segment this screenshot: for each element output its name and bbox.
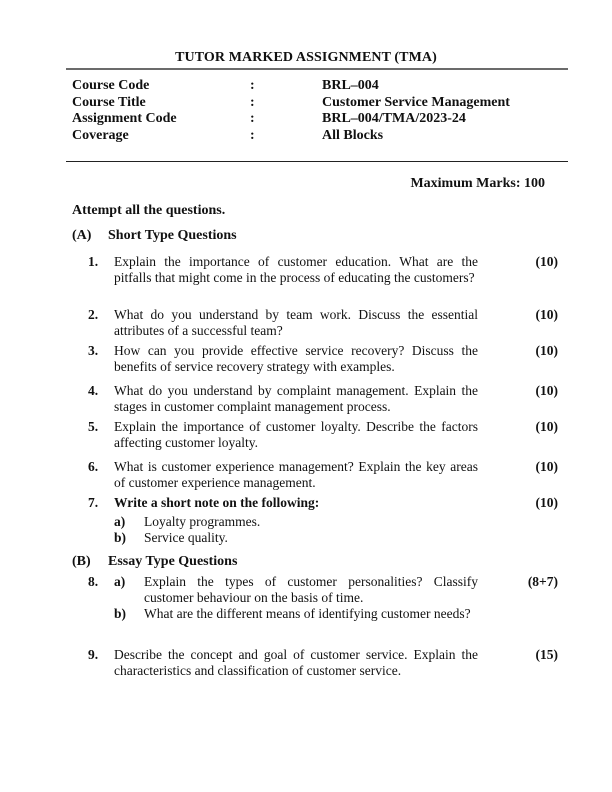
colon: :	[250, 127, 255, 143]
sub-question-b	[114, 530, 484, 546]
question-marks: (10)	[535, 254, 558, 269]
question-7-parts	[114, 514, 484, 546]
question-6	[88, 459, 558, 491]
sub-text: Explain the types of customer personalities? Classify customer behaviour on the basis of time.	[144, 574, 478, 605]
course-code-label: Course Code	[72, 78, 150, 93]
section-title: Essay Type Questions	[108, 554, 238, 569]
course-title-label: Course Title	[72, 94, 146, 110]
course-code-row	[72, 78, 562, 95]
page-title: TUTOR MARKED ASSIGNMENT (TMA)	[175, 50, 437, 65]
maximum-marks: Maximum Marks: 100	[410, 176, 545, 191]
question-marks: (10)	[535, 459, 558, 474]
question-3	[88, 343, 558, 375]
course-code-value: BRL–004	[322, 78, 379, 93]
question-1	[88, 254, 558, 286]
question-number: 8.	[88, 574, 99, 589]
question-number: 6.	[88, 459, 99, 474]
bottom-divider	[66, 161, 568, 162]
question-number: 9.	[88, 647, 99, 662]
sub-question-a	[114, 574, 478, 606]
question-marks: (15)	[535, 647, 558, 662]
question-5	[88, 419, 558, 451]
question-text: What do you understand by team work. Discuss the essential attributes of a successful team?	[114, 307, 478, 338]
sub-question-b	[114, 606, 478, 622]
question-marks: (10)	[535, 495, 558, 510]
question-marks: (10)	[535, 419, 558, 434]
question-7	[88, 495, 558, 511]
question-marks: (10)	[535, 307, 558, 322]
question-text: How can you provide effective service recovery? Discuss the benefits of service recovery strategy with examples.	[114, 343, 478, 374]
colon: :	[250, 111, 255, 126]
sub-label: a)	[114, 514, 126, 529]
sub-label: b)	[114, 606, 127, 621]
colon: :	[250, 78, 255, 93]
instruction: Attempt all the questions.	[72, 203, 226, 218]
sub-label: b)	[114, 530, 127, 545]
coverage-label: Coverage	[72, 127, 129, 143]
sub-text: Loyalty programmes.	[144, 514, 261, 529]
course-info-table	[72, 78, 562, 144]
question-text: Write a short note on the following:	[114, 495, 320, 510]
question-text: What is customer experience management? Explain the key areas of customer experience management.	[114, 459, 478, 490]
question-parts	[114, 574, 478, 622]
question-9	[88, 647, 558, 679]
question-text: Describe the concept and goal of customer service. Explain the characteristics and classification of customer service.	[114, 647, 478, 678]
section-a-heading	[72, 228, 237, 244]
course-title-row	[72, 95, 562, 112]
assignment-code-value: BRL–004/TMA/2023-24	[322, 111, 466, 126]
coverage-value: All Blocks	[322, 127, 384, 143]
question-marks: (8+7)	[527, 574, 558, 589]
question-marks: (10)	[535, 343, 558, 358]
question-2	[88, 307, 558, 339]
section-b-heading	[72, 554, 237, 570]
sub-question-a	[114, 514, 484, 530]
course-title-value: Customer Service Management	[322, 94, 510, 110]
sub-label: a)	[114, 574, 126, 589]
question-number: 7.	[88, 495, 99, 510]
top-divider	[66, 68, 568, 70]
colon: :	[250, 94, 255, 110]
question-number: 2.	[88, 307, 99, 322]
question-text: What do you understand by complaint management. Explain the stages in customer complaint management process.	[114, 383, 478, 414]
question-number: 3.	[88, 343, 99, 358]
sub-text: Service quality.	[144, 530, 228, 545]
question-number: 5.	[88, 419, 99, 434]
question-number: 4.	[88, 383, 99, 398]
question-text: Explain the importance of customer loyalty. Describe the factors affecting customer loyalty.	[114, 419, 478, 450]
assignment-code-label: Assignment Code	[72, 111, 177, 126]
question-text: Explain the importance of customer education. What are the pitfalls that might come in the process of educating the customers?	[114, 254, 478, 285]
coverage-row	[72, 128, 562, 145]
question-marks: (10)	[535, 383, 558, 398]
sub-text: What are the different means of identifying customer needs?	[144, 606, 471, 621]
section-title: Short Type Questions	[108, 228, 237, 243]
section-letter: (B)	[72, 554, 91, 569]
question-4	[88, 383, 558, 415]
section-letter: (A)	[72, 228, 92, 243]
question-number: 1.	[88, 254, 99, 269]
assignment-code-row	[72, 111, 562, 128]
question-8	[88, 574, 558, 622]
